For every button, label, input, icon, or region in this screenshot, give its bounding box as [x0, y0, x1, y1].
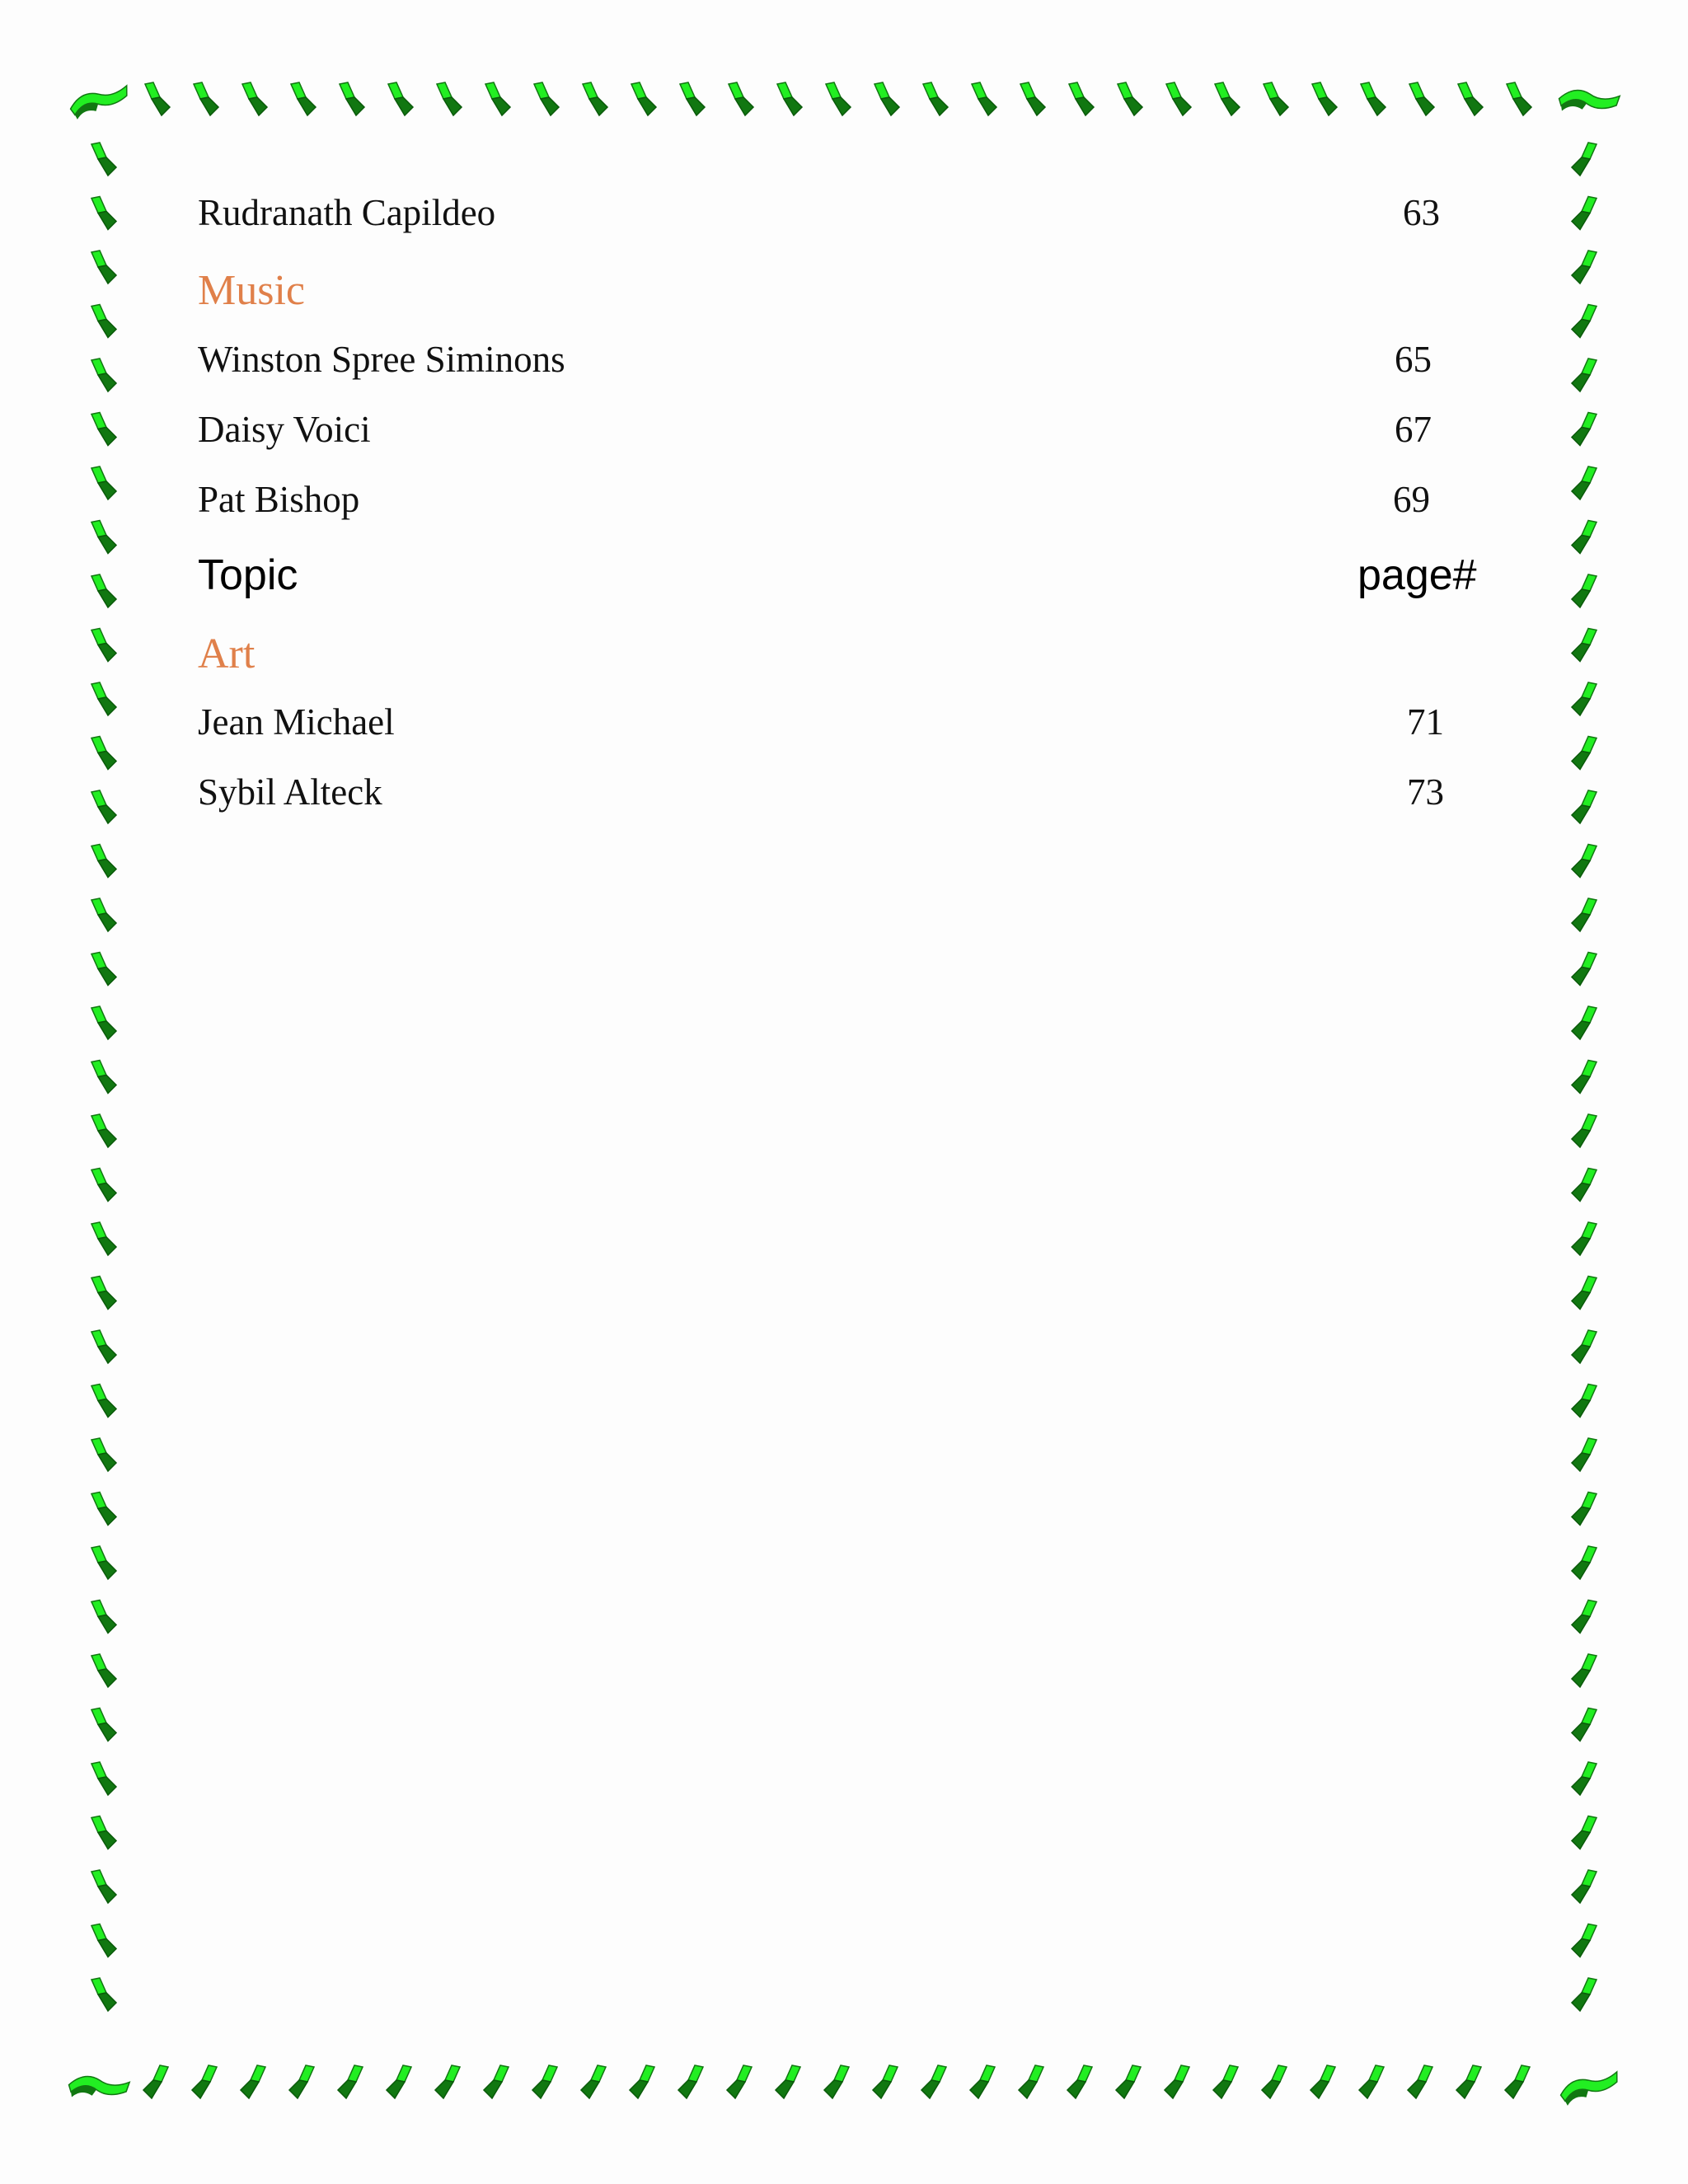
green-ribbon-icon [1572, 1006, 1597, 1039]
green-ribbon-icon [1572, 1438, 1597, 1471]
green-ribbon-icon [1572, 1978, 1597, 2011]
green-ribbon-icon [727, 2065, 752, 2098]
green-ribbon-icon [1572, 1762, 1597, 1795]
green-ribbon-icon [1572, 1601, 1597, 1633]
green-ribbon-icon [1572, 953, 1597, 986]
green-ribbon-icon [1572, 1222, 1597, 1255]
green-ribbon-icon [1572, 1708, 1597, 1741]
toc-entry-page: 65 [1395, 339, 1432, 380]
green-ribbon-icon [91, 682, 116, 715]
green-ribbon-icon [91, 845, 116, 878]
toc-entry [198, 191, 1484, 257]
green-ribbon-icon [91, 953, 116, 986]
green-ribbon-icon [1118, 82, 1142, 115]
green-ribbon-icon [1572, 1654, 1597, 1687]
green-ribbon-icon [241, 2065, 265, 2098]
green-ribbon-icon [91, 790, 116, 823]
toc-entry-name: Daisy Voici [198, 409, 371, 450]
green-ribbon-icon [91, 1438, 116, 1471]
green-ribbon-icon [1572, 1385, 1597, 1418]
green-ribbon-icon [972, 82, 996, 115]
green-ribbon-icon [387, 2065, 411, 2098]
green-ribbon-icon [1572, 197, 1597, 230]
green-ribbon-icon [91, 1385, 116, 1418]
green-ribbon-icon [1069, 82, 1094, 115]
green-ribbon-icon [1408, 2065, 1432, 2098]
green-ribbon-icon [1572, 466, 1597, 499]
green-ribbon-icon [1572, 1277, 1597, 1310]
green-ribbon-icon [630, 2065, 654, 2098]
green-ribbon-icon [777, 82, 802, 115]
green-ribbon-icon [1572, 1114, 1597, 1147]
green-ribbon-icon [91, 466, 116, 499]
green-ribbon-icon [583, 82, 607, 115]
green-ribbon-icon [91, 629, 116, 662]
toc-entry [198, 771, 1484, 837]
green-ribbon-icon [1213, 2065, 1238, 2098]
green-ribbon-icon [91, 1870, 116, 1903]
green-ribbon-icon [1409, 82, 1434, 115]
green-ribbon-icon [91, 1169, 116, 1202]
green-ribbon-icon [91, 1006, 116, 1039]
green-ribbon-icon [67, 2072, 129, 2107]
green-ribbon-icon [1572, 898, 1597, 931]
green-ribbon-icon [91, 359, 116, 391]
green-ribbon-icon [1262, 2065, 1287, 2098]
green-ribbon-icon [680, 82, 705, 115]
green-ribbon-icon [1572, 737, 1597, 770]
toc-entry [198, 408, 1484, 474]
green-ribbon-icon [1572, 1546, 1597, 1579]
green-ribbon-icon [1572, 1816, 1597, 1849]
green-ribbon-icon [921, 2065, 946, 2098]
green-ribbon-icon [1166, 82, 1191, 115]
green-ribbon-icon [1572, 845, 1597, 878]
green-ribbon-icon [91, 1762, 116, 1795]
green-ribbon-icon [91, 1654, 116, 1687]
green-ribbon-icon [91, 305, 116, 338]
green-ribbon-icon [91, 1222, 116, 1255]
green-ribbon-icon [1359, 2065, 1384, 2098]
green-ribbon-icon [1572, 359, 1597, 391]
green-ribbon-icon [340, 82, 364, 115]
green-ribbon-icon [91, 1277, 116, 1310]
green-ribbon-icon [91, 1601, 116, 1633]
green-ribbon-icon [91, 521, 116, 554]
green-ribbon-icon [1116, 2065, 1141, 2098]
toc-header-topic: Topic [198, 551, 298, 599]
section-heading-music: Music [198, 267, 305, 314]
green-ribbon-icon [1572, 251, 1597, 284]
green-ribbon-icon [1572, 682, 1597, 715]
green-ribbon-icon [970, 2065, 995, 2098]
green-ribbon-icon [1312, 82, 1337, 115]
green-ribbon-icon [729, 82, 753, 115]
green-ribbon-icon [91, 1708, 116, 1741]
green-ribbon-icon [1559, 2072, 1621, 2107]
green-ribbon-icon [1264, 82, 1288, 115]
green-ribbon-icon [388, 82, 413, 115]
green-ribbon-icon [824, 2065, 849, 2098]
green-ribbon-icon [923, 82, 948, 115]
green-ribbon-icon [534, 82, 559, 115]
green-ribbon-icon [91, 1061, 116, 1094]
green-ribbon-icon [91, 143, 116, 176]
green-ribbon-icon [194, 82, 218, 115]
toc-entry-page: 73 [1407, 771, 1444, 813]
toc-header-page: page# [1357, 551, 1477, 599]
green-ribbon-icon [1507, 82, 1531, 115]
green-ribbon-icon [91, 1546, 116, 1579]
green-ribbon-icon [91, 574, 116, 607]
green-ribbon-icon [1572, 143, 1597, 176]
green-ribbon-icon [91, 251, 116, 284]
green-ribbon-icon [1572, 1061, 1597, 1094]
green-ribbon-icon [1165, 2065, 1189, 2098]
green-ribbon-icon [1572, 521, 1597, 554]
toc-entry [198, 338, 1484, 404]
green-ribbon-icon [242, 82, 267, 115]
toc-entry-page: 63 [1403, 192, 1440, 233]
green-ribbon-icon [1572, 629, 1597, 662]
toc-entry-name: Pat Bishop [198, 479, 360, 520]
green-ribbon-icon [91, 197, 116, 230]
green-ribbon-icon [91, 1978, 116, 2011]
green-ribbon-icon [532, 2065, 557, 2098]
green-ribbon-icon [1572, 413, 1597, 446]
green-ribbon-icon [1572, 305, 1597, 338]
green-ribbon-icon [91, 1330, 116, 1363]
green-ribbon-icon [68, 86, 131, 120]
green-ribbon-icon [1020, 82, 1045, 115]
green-ribbon-icon [1572, 574, 1597, 607]
green-ribbon-icon [1572, 1924, 1597, 1957]
green-ribbon-icon [1019, 2065, 1043, 2098]
toc-entry-page: 71 [1407, 701, 1444, 743]
green-ribbon-icon [91, 413, 116, 446]
green-ribbon-icon [1067, 2065, 1092, 2098]
green-ribbon-icon [874, 82, 899, 115]
green-ribbon-icon [631, 82, 656, 115]
green-ribbon-icon [1572, 1330, 1597, 1363]
green-ribbon-icon [1456, 2065, 1481, 2098]
green-ribbon-icon [143, 2065, 168, 2098]
green-ribbon-icon [1505, 2065, 1530, 2098]
toc-entry [198, 478, 1484, 544]
green-ribbon-icon [1215, 82, 1240, 115]
green-ribbon-icon [581, 2065, 606, 2098]
toc-entry-name: Sybil Alteck [198, 771, 382, 813]
green-ribbon-icon [1572, 1493, 1597, 1526]
toc-entry-name: Winston Spree Siminons [198, 339, 565, 380]
green-ribbon-icon [484, 2065, 509, 2098]
green-ribbon-icon [678, 2065, 703, 2098]
green-ribbon-icon [91, 1493, 116, 1526]
green-ribbon-icon [1572, 790, 1597, 823]
green-ribbon-icon [91, 1924, 116, 1957]
green-ribbon-icon [91, 1114, 116, 1147]
green-ribbon-icon [435, 2065, 460, 2098]
green-ribbon-icon [145, 82, 170, 115]
green-ribbon-icon [291, 82, 316, 115]
green-ribbon-icon [192, 2065, 217, 2098]
green-ribbon-icon [1572, 1870, 1597, 1903]
green-ribbon-icon [1557, 86, 1620, 120]
green-ribbon-icon [1572, 1169, 1597, 1202]
green-ribbon-icon [826, 82, 851, 115]
green-ribbon-icon [91, 737, 116, 770]
green-ribbon-icon [338, 2065, 363, 2098]
green-ribbon-icon [91, 1816, 116, 1849]
green-ribbon-icon [485, 82, 510, 115]
green-ribbon-icon [1458, 82, 1483, 115]
toc-entry-name: Rudranath Capildeo [198, 192, 496, 233]
toc-entry-name: Jean Michael [198, 701, 395, 743]
green-ribbon-icon [1311, 2065, 1335, 2098]
toc-entry-page: 69 [1393, 479, 1430, 520]
green-ribbon-icon [437, 82, 462, 115]
green-ribbon-icon [1361, 82, 1386, 115]
toc-entry-page: 67 [1395, 409, 1432, 450]
section-heading-art: Art [198, 630, 256, 677]
green-ribbon-icon [873, 2065, 898, 2098]
green-ribbon-icon [776, 2065, 800, 2098]
green-ribbon-icon [91, 898, 116, 931]
toc-entry [198, 701, 1484, 766]
green-ribbon-icon [289, 2065, 314, 2098]
